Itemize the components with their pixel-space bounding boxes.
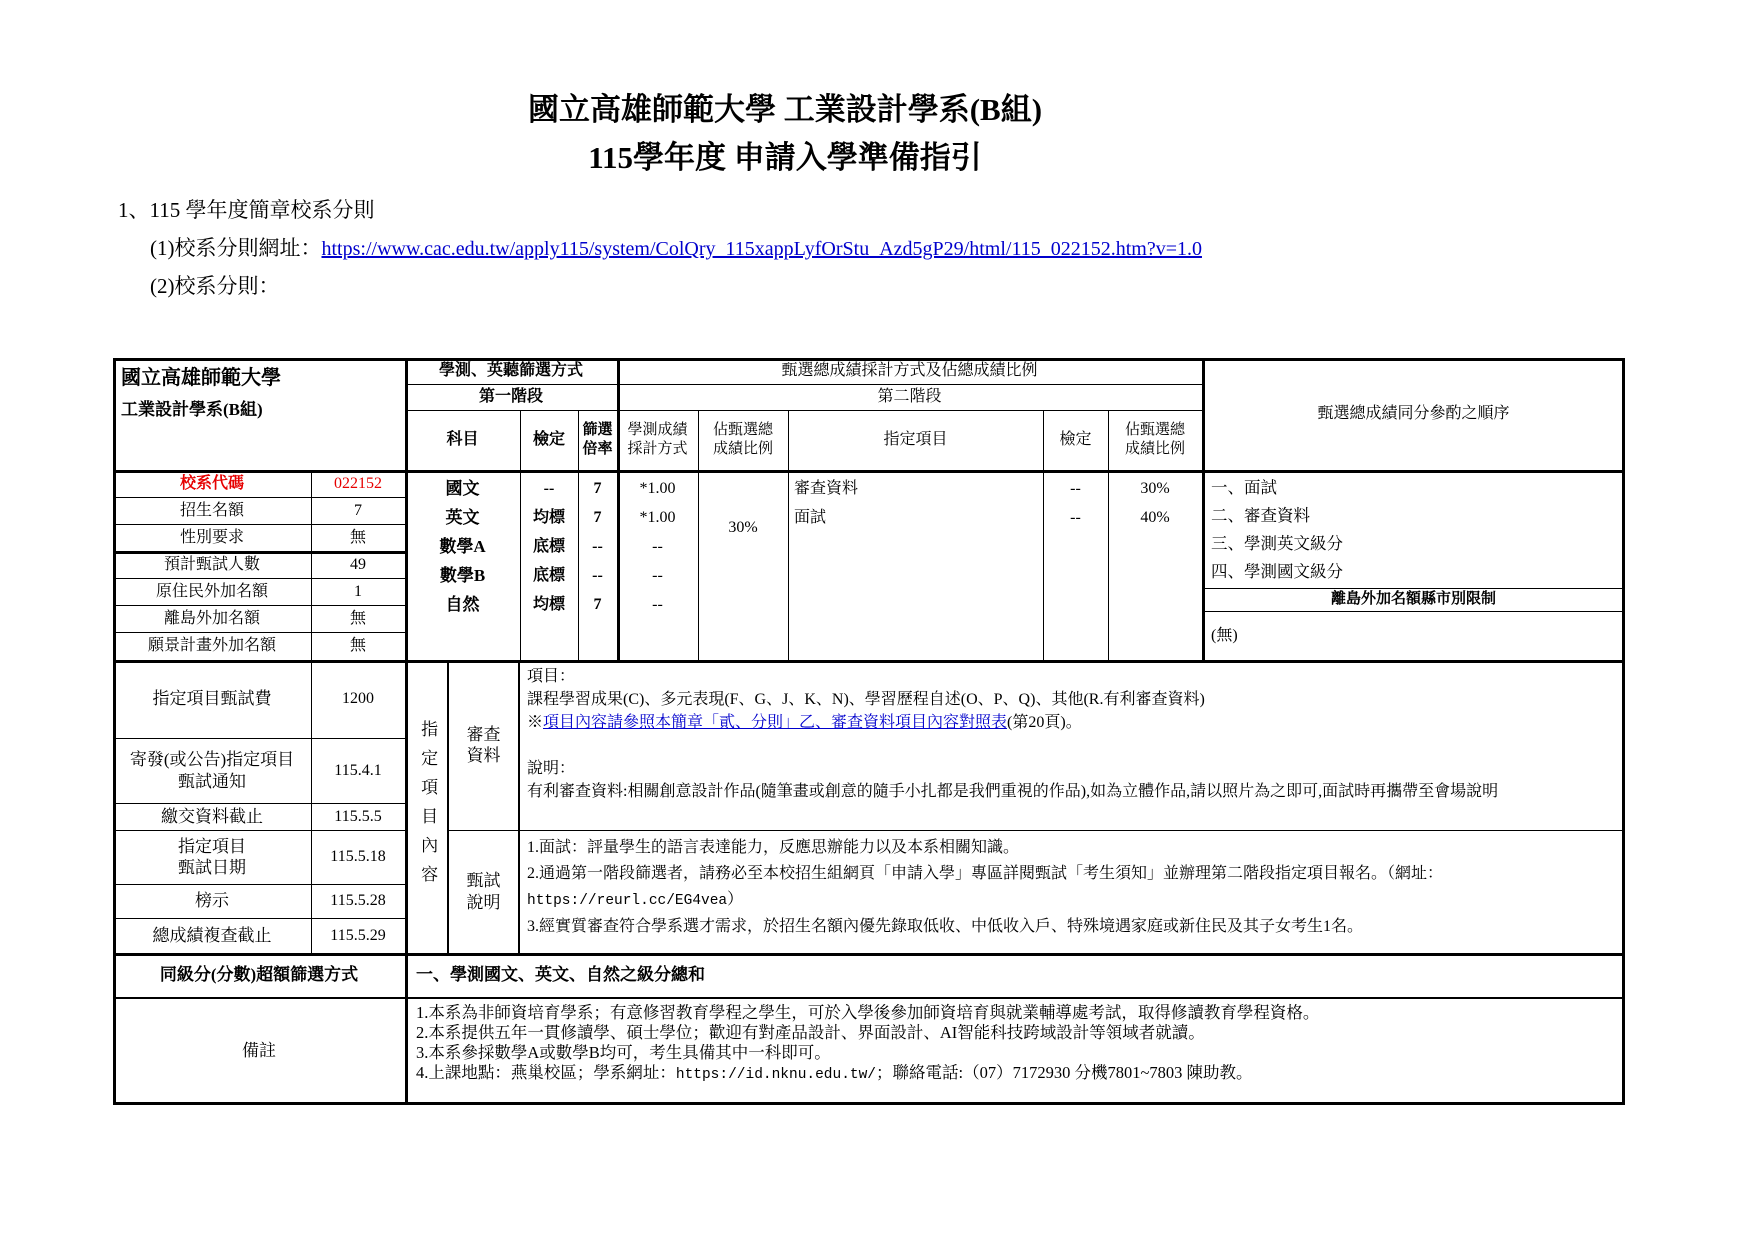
url-label: (1)校系分則網址： (150, 236, 322, 260)
section-heading: 1、115 學年度簡章校系分則 (118, 198, 375, 222)
exam-line3: 3.經實質審查符合學系選才需求，於招生名額內優先錄取低收、中低收入戶、特殊境遇家庭或新住民及其子女考生1名。 (527, 918, 1364, 935)
schedule-label: 繳交資料截止 (161, 806, 263, 826)
url-line (150, 232, 1202, 262)
schedule-label: 榜示 (195, 891, 229, 911)
subject-list: 國文 英文 數學A 數學B 自然 (439, 479, 486, 614)
schedule-label: 指定項目甄試費 (152, 689, 272, 709)
cac-regulation-link[interactable]: https://www.cac.edu.tw/apply115/system/ColQry_115xappLyfOrStu_Azd5gP29/html/115_022152.htm?v=1.0 (321, 238, 1202, 260)
school-name: 國立高雄師範大學 (121, 367, 281, 389)
designated-content-vertical-label: 指定項目內容 (418, 719, 438, 894)
review-note-link[interactable]: 項目內容請參照本簡章「貳、分則」乙、審查資料項目內容對照表 (543, 714, 1008, 731)
remarks-line4: 4.上課地點：燕巢校區；學系網址：https://id.nknu.edu.tw/；聯絡電話:（07）7172930 分機7801~7803 陳助教。 (416, 1063, 1253, 1083)
remarks-content (416, 1003, 1616, 1085)
tier-label: 同級分(分數)超額篩選方式 (159, 965, 359, 985)
col-subject: 科目 (446, 431, 479, 448)
info-label: 性別要求 (179, 528, 244, 546)
col-ratio: 篩選倍率 (582, 422, 613, 457)
ratio-list: 7 7 -- -- 7 (592, 480, 603, 613)
info-label: 願景計畫外加名額 (147, 637, 276, 654)
tier-value: 一、學測國文、英文、自然之級分總和 (416, 965, 705, 985)
col-gsat-method: 學測成績採計方式 (627, 422, 688, 457)
review-material-content (527, 665, 1613, 803)
info-value: 7 (354, 501, 362, 519)
info-value: 無 (349, 637, 366, 654)
review-item-body: 課程學習成果(C)、多元表現(F、G、J、K、N)、學習歷程自述(O、P、Q)、其他(R.有利審查資料) (527, 691, 1205, 708)
col-item-pct: 佔甄選總成績比例 (1124, 422, 1185, 457)
gsat-total-pct: 30% (728, 519, 758, 536)
col-designated-items: 指定項目 (883, 431, 948, 448)
schedule-value: 115.5.28 (330, 892, 386, 909)
info-value: 49 (350, 555, 366, 573)
school-dept-cell (121, 366, 401, 466)
info-value: 無 (349, 528, 366, 546)
schedule-value: 1200 (342, 690, 374, 707)
schedule-label: 指定項目甄試日期 (178, 836, 246, 877)
designated-item-list: 審查資料 面試 (794, 480, 859, 526)
info-value: 1 (354, 582, 362, 600)
remarks-label: 備註 (242, 1040, 276, 1060)
selection-header: 甄選總成績採計方式及佔總成績比例 (781, 362, 1038, 379)
exam-line1: 1.面試：評量學生的語言表達能力，反應思辦能力以及本系相關知識。 (527, 839, 1020, 856)
schedule-value: 115.5.29 (330, 926, 386, 944)
schedule-value: 115.5.5 (334, 807, 382, 825)
col-gsat-pct: 佔甄選總成績比例 (712, 422, 773, 457)
table-border (113, 1102, 1625, 1105)
info-label: 原住民外加名額 (155, 582, 268, 600)
remarks-line2: 2.本系提供五年一貫修讀學、碩士學位；歡迎有對產品設計、界面設計、AI智能科技跨域設計等領域者就讀。 (416, 1023, 1205, 1042)
item2-label: (2)校系分則： (150, 274, 280, 298)
document-titles (0, 86, 1570, 182)
screening-header: 學測、英聽篩選方式 (438, 362, 583, 379)
col-check: 檢定 (532, 431, 565, 448)
dept-name: 工業設計學系(B組) (121, 400, 263, 419)
exam-note-content (527, 835, 1613, 940)
outlying-value: (無) (1211, 626, 1238, 644)
item-check-list: -- -- (1070, 480, 1081, 526)
schedule-label: 寄發(或公告)指定項目甄試通知 (129, 750, 295, 791)
item-pct-list: 30% 40% (1140, 480, 1170, 526)
col-check-2: 檢定 (1059, 431, 1092, 448)
exam-note-label: 甄試說明 (466, 871, 501, 912)
page-subtitle: 115學年度 申請入學準備指引 (588, 140, 982, 175)
stage1-header: 第一階段 (478, 388, 543, 405)
review-desc-body: 有利審查資料:相關創意設計作品(隨筆畫或創意的隨手小扎都是我們重視的作品),如為立體作品,請以照片為之即可,面試時再攜帶至會場說明 (527, 783, 1499, 800)
exam-reurl-link: https://reurl.cc/EG4vea (527, 893, 728, 909)
review-note-line: ※項目內容請參照本簡章「貳、分則」乙、審查資料項目內容對照表(第20頁)。 (527, 714, 1082, 731)
remarks-line3: 3.本系參採數學A或數學B均可，考生具備其中一科即可。 (416, 1043, 831, 1062)
schedule-label: 總成績複查截止 (152, 925, 272, 945)
tiebreak-header: 甄選總成績同分參酌之順序 (1317, 405, 1510, 422)
dept-url: https://id.nknu.edu.tw/ (675, 1067, 877, 1083)
page-title: 國立高雄師範大學 工業設計學系(B組) (527, 92, 1043, 127)
info-value: 無 (349, 609, 366, 627)
info-label: 離島外加名額 (163, 609, 260, 627)
tiebreak-order-list: 一、面試 二、審查資料 三、學測英文級分 四、學測國文級分 (1211, 478, 1343, 581)
exam-line2: 2.通過第一階段篩選者，請務必至本校招生組網頁「申請入學」專區詳閱甄試「考生須知」並辦理第二階段指定項目報名。（網址：https://reurl.cc/EG4vea） (527, 865, 1444, 909)
table-border (518, 660, 520, 953)
info-value: 022152 (334, 474, 382, 492)
schedule-value: 115.4.1 (334, 761, 382, 779)
remarks-line1: 1.本系為非師資培育學系；有意修習教育學程之學生，可於入學後參加師資培育與就業輔導處考試，取得修讀教育學程資格。 (416, 1003, 1320, 1022)
regulation-table (113, 358, 1625, 1105)
gsat-weight-list: *1.00 *1.00 -- -- -- (639, 480, 676, 613)
table-border (447, 830, 1625, 831)
stage2-header: 第二階段 (877, 388, 942, 405)
info-label: 預計甄試人數 (163, 555, 260, 573)
review-desc-title: 說明： (527, 760, 576, 777)
review-material-label: 審查資料 (466, 724, 501, 765)
info-label: 招生名額 (179, 501, 244, 519)
schedule-value: 115.5.18 (330, 848, 386, 865)
review-item-title: 項目： (527, 668, 576, 685)
info-label: 校系代碼 (179, 474, 244, 492)
outlying-header: 離島外加名額縣市別限制 (1330, 591, 1496, 608)
check-list: -- 均標 底標 底標 均標 (532, 480, 565, 613)
